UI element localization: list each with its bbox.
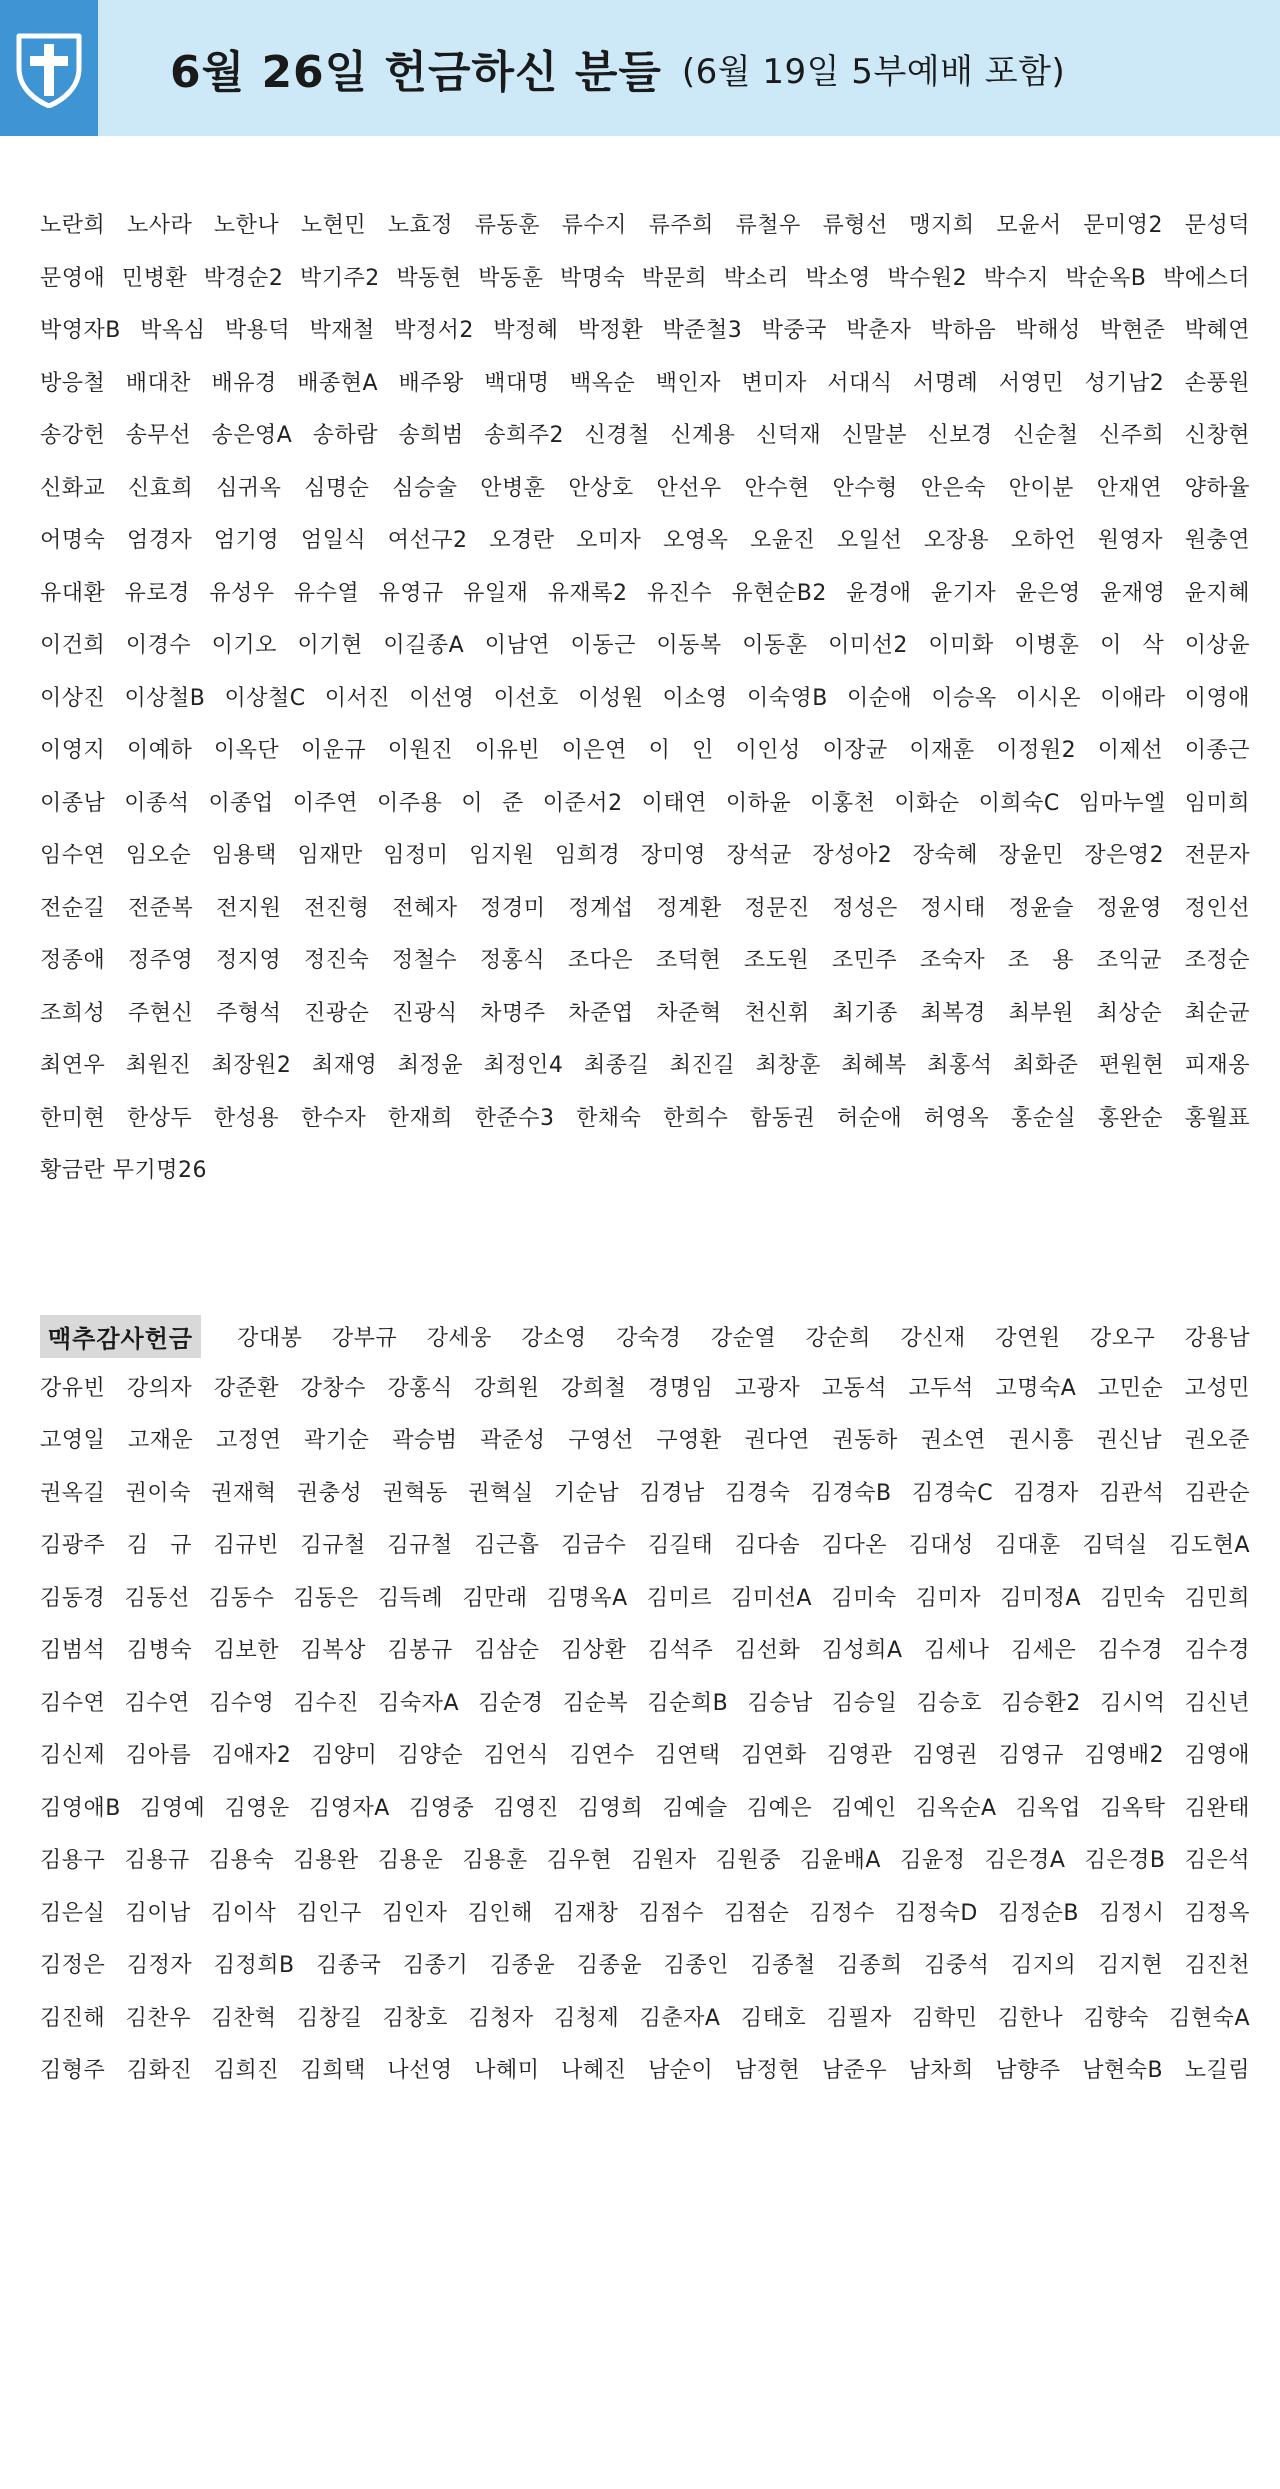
name-line: 송강헌 송무선 송은영A 송하람 송희범 송희주2 신경철 신계용 신덕재 신말분 신보경 신순철 신주희 신창현 — [40, 423, 1250, 448]
name-line: 조희성 주현신 주형석 진광순 진광식 차명주 차준엽 차준혁 천신휘 최기종 최복경 최부원 최상순 최순균 — [40, 1000, 1250, 1026]
name-line: 한미현 한상두 한성용 한수자 한재희 한준수3 한채숙 한희수 함동권 허순애 허영옥 홍순실 홍완순 홍월표 — [40, 1105, 1250, 1131]
name-line: 노란희 노사라 노한나 노현민 노효정 류동훈 류수지 류주희 류철우 류형선 맹지희 모윤서 문미영2 문성덕 — [40, 213, 1250, 238]
title-wrap — [170, 0, 1065, 136]
name-line: 이상진 이상철B 이상철C 이서진 이선영 이선호 이성원 이소영 이숙영B 이순애 이승옥 이시온 이애라 이영애 — [40, 685, 1250, 711]
thanks-offering-section — [40, 1310, 1250, 2098]
name-line: 이종남 이종석 이종업 이주연 이주용 이 준 이준서2 이태연 이하윤 이홍천 이화순 이희숙C 임마누엘 임미희 — [40, 790, 1250, 816]
name-line: 김용구 김용규 김용숙 김용완 김용운 김용훈 김우현 김원자 김원중 김윤배A 김윤정 김은경A 김은경B 김은석 — [40, 1848, 1250, 1873]
page-subtitle: (6월 19일 5부예배 포함) — [681, 51, 1066, 92]
name-line: 박영자B 박옥심 박용덕 박재철 박정서2 박정혜 박정환 박준철3 박중국 박춘자 박하음 박해성 박현준 박혜연 — [40, 318, 1250, 343]
name-line: 신화교 신효희 심귀옥 심명순 심승술 안병훈 안상호 안선우 안수현 안수형 안은숙 안이분 안재연 양하율 — [40, 475, 1250, 501]
name-line: 강유빈 강의자 강준환 강창수 강홍식 강희원 강희철 경명임 고광자 고동석 고두석 고명숙A 고민순 고성민 — [40, 1375, 1250, 1401]
header-band — [0, 0, 1280, 136]
name-line: 김수연 김수연 김수영 김수진 김숙자A 김순경 김순복 김순희B 김승남 김승일 김승호 김승환2 김시억 김신년 — [40, 1690, 1250, 1716]
name-line: 이건희 이경수 이기오 이기현 이길종A 이남연 이동근 이동복 이동훈 이미선2 이미화 이병훈 이 삭 이상윤 — [40, 633, 1250, 658]
name-line: 어명숙 엄경자 엄기영 엄일식 여선구2 오경란 오미자 오영옥 오윤진 오일선 오장용 오하언 원영자 원충연 — [40, 528, 1250, 553]
name-line: 전순길 전준복 전지원 전진형 전혜자 정경미 정계섭 정계환 정문진 정성은 정시태 정윤슬 정윤영 정인선 — [40, 895, 1250, 921]
name-line: 김광주 김 규 김규빈 김규철 김규철 김근흡 김금수 김길태 김다솜 김다온 김대성 김대훈 김덕실 김도현A — [40, 1533, 1250, 1558]
section-label: 맥추감사헌금 — [40, 1315, 201, 1358]
logo — [0, 0, 98, 136]
shield-cross-icon — [13, 28, 85, 108]
name-line: 김신제 김아름 김애자2 김양미 김양순 김언식 김연수 김연택 김연화 김영관 김영권 김영규 김영배2 김영애 — [40, 1743, 1250, 1768]
name-line: 임수연 임오순 임용택 임재만 임정미 임지원 임희경 장미영 장석균 장성아2 장숙혜 장윤민 장은영2 전문자 — [40, 843, 1250, 868]
name-line: 고영일 고재운 고정연 곽기순 곽승범 곽준성 구영선 구영환 권다연 권동하 권소연 권시흥 권신남 권오준 — [40, 1428, 1250, 1453]
name-line: 유대환 유로경 유성우 유수열 유영규 유일재 유재록2 유진수 유현순B2 윤경애 윤기자 윤은영 윤재영 윤지혜 — [40, 580, 1250, 606]
name-line: 문영애 민병환 박경순2 박기주2 박동현 박동훈 박명숙 박문희 박소리 박소영 박수원2 박수지 박순옥B 박에스더 — [40, 265, 1250, 291]
name-line: 권옥길 권이숙 권재혁 권충성 권혁동 권혁실 기순남 김경남 김경숙 김경숙B 김경숙C 김경자 김관석 김관순 — [40, 1480, 1250, 1506]
name-line: 황금란 무기명26 — [40, 1158, 207, 1183]
name-line: 최연우 최원진 최장원2 최재영 최정윤 최정인4 최종길 최진길 최창훈 최혜복 최홍석 최화준 편원현 피재옹 — [40, 1053, 1250, 1078]
name-line: 김범석 김병숙 김보한 김복상 김봉규 김삼순 김상환 김석주 김선화 김성희A 김세나 김세은 김수경 김수경 — [40, 1638, 1250, 1663]
name-line: 김정은 김정자 김정희B 김종국 김종기 김종윤 김종윤 김종인 김종철 김종희 김중석 김지의 김지현 김진천 — [40, 1953, 1250, 1978]
name-line: 김영애B 김영예 김영운 김영자A 김영중 김영진 김영희 김예슬 김예은 김예인 김옥순A 김옥업 김옥탁 김완태 — [40, 1795, 1250, 1821]
thanks-header-row — [40, 1310, 1250, 1363]
name-line: 김형주 김화진 김희진 김희택 나선영 나혜미 나혜진 남순이 남정현 남준우 남차희 남향주 남현숙B 노길림 — [40, 2058, 1250, 2083]
donor-names-list — [40, 200, 1250, 1198]
name-line: 김진해 김찬우 김찬혁 김창길 김창호 김청자 김청제 김춘자A 김태호 김필자 김학민 김한나 김향숙 김현숙A — [40, 2005, 1250, 2031]
name-line: 강대봉 강부규 강세웅 강소영 강숙경 강순열 강순희 강신재 강연원 강오구 강용남 — [237, 1325, 1250, 1351]
name-line: 이영지 이예하 이옥단 이운규 이원진 이유빈 이은연 이 인 이인성 이장균 이재훈 이정원2 이제선 이종근 — [40, 738, 1250, 763]
name-line: 정종애 정주영 정지영 정진숙 정철수 정홍식 조다은 조덕현 조도원 조민주 조숙자 조 용 조익균 조정순 — [40, 948, 1250, 973]
name-line: 김은실 김이남 김이삭 김인구 김인자 김인해 김재창 김점수 김점순 김정수 김정숙D 김정순B 김정시 김정옥 — [40, 1900, 1250, 1926]
name-line: 방응철 배대찬 배유경 배종현A 배주왕 백대명 백옥순 백인자 변미자 서대식 서명례 서영민 성기남2 손풍원 — [40, 370, 1250, 396]
name-line: 김동경 김동선 김동수 김동은 김득례 김만래 김명옥A 김미르 김미선A 김미숙 김미자 김미정A 김민숙 김민희 — [40, 1585, 1250, 1611]
page-title: 6월 26일 헌금하신 분들 — [170, 47, 662, 98]
